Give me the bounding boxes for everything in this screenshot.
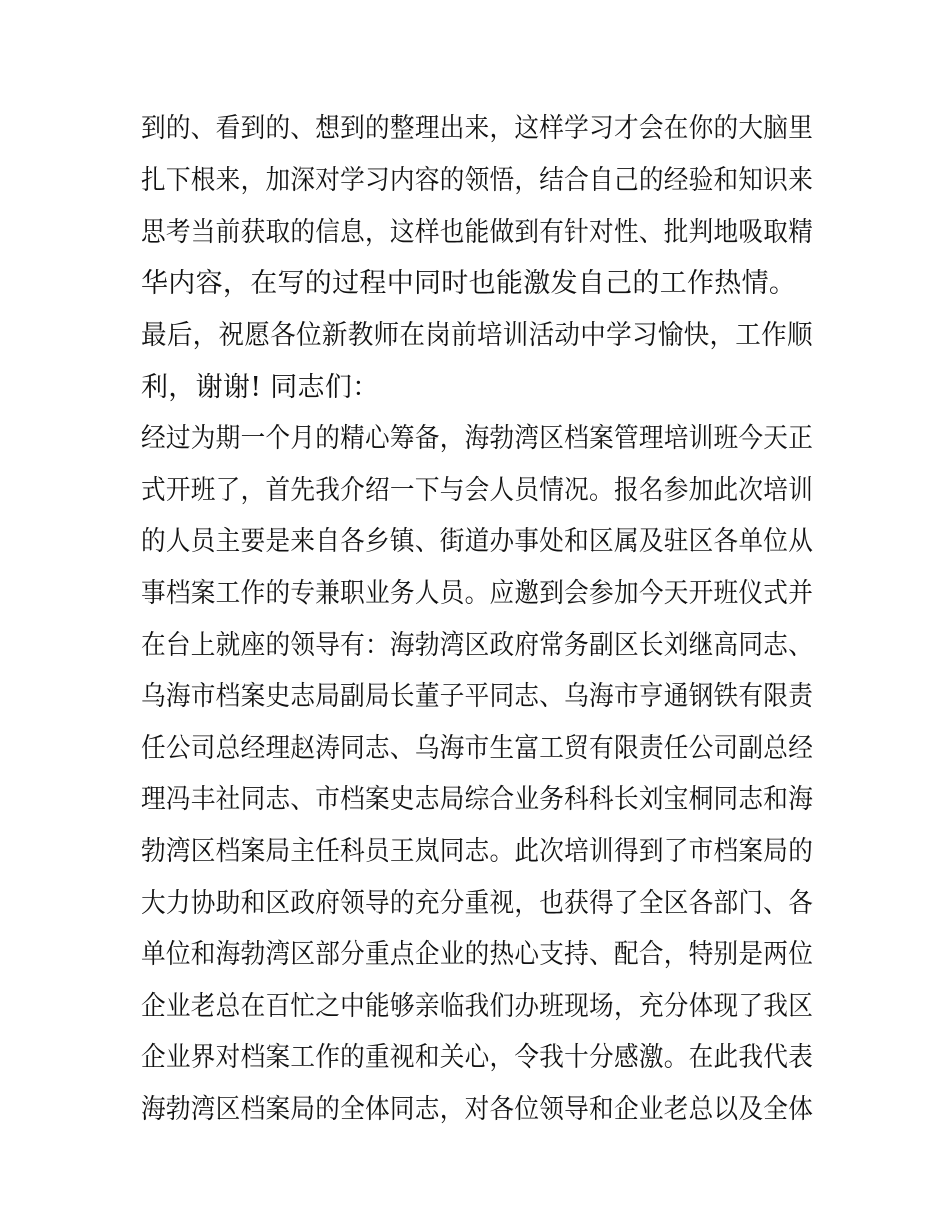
text-line: 事档案工作的专兼职业务人员。应邀到会参加今天开班仪式并 xyxy=(141,578,814,609)
text-line: 海勃湾区档案局的全体同志，对各位领导和企业老总以及全体 xyxy=(141,1094,814,1125)
text-line: 最后，祝愿各位新教师在岗前培训活动中学习愉快，工作顺 xyxy=(141,320,813,351)
text-line: 勃湾区档案局主任科员王岚同志。此次培训得到了市档案局的 xyxy=(141,836,814,867)
text-line: 企业界对档案工作的重视和关心，令我十分感激。在此我代表 xyxy=(141,1042,814,1073)
text-line: 单位和海勃湾区部分重点企业的热心支持、配合，特别是两位 xyxy=(141,939,814,970)
text-line: 大力协助和区政府领导的充分重视，也获得了全区各部门、各 xyxy=(141,888,814,919)
text-line: 理冯丰社同志、市档案史志局综合业务科科长刘宝桐同志和海 xyxy=(141,784,814,815)
text-line: 式开班了，首先我介绍一下与会人员情况。报名参加此次培训 xyxy=(141,475,814,506)
text-line: 扎下根来，加深对学习内容的领悟，结合自己的经验和知识来 xyxy=(141,165,814,196)
text-line: 任公司总经理赵涛同志、乌海市生富工贸有限责任公司副总经 xyxy=(141,733,814,764)
text-line: 企业老总在百忙之中能够亲临我们办班现场，充分体现了我区 xyxy=(141,991,814,1022)
text-line: 思考当前获取的信息，这样也能做到有针对性、批判地吸取精 xyxy=(141,217,814,248)
text-line: 到的、看到的、想到的整理出来，这样学习才会在你的大脑里 xyxy=(141,113,814,144)
text-line: 经过为期一个月的精心筹备，海勃湾区档案管理培训班今天正 xyxy=(141,423,814,454)
text-line: 的人员主要是来自各乡镇、街道办事处和区属及驻区各单位从 xyxy=(141,526,814,557)
text-line: 华内容，在写的过程中同时也能激发自己的工作热情。 xyxy=(141,268,797,299)
text-line: 在台上就座的领导有：海勃湾区政府常务副区长刘继高同志、 xyxy=(141,630,814,661)
text-line: 乌海市档案史志局副局长董子平同志、乌海市亨通钢铁有限责 xyxy=(141,681,814,712)
text-line: 利，谢谢! 同志们： xyxy=(141,372,380,403)
